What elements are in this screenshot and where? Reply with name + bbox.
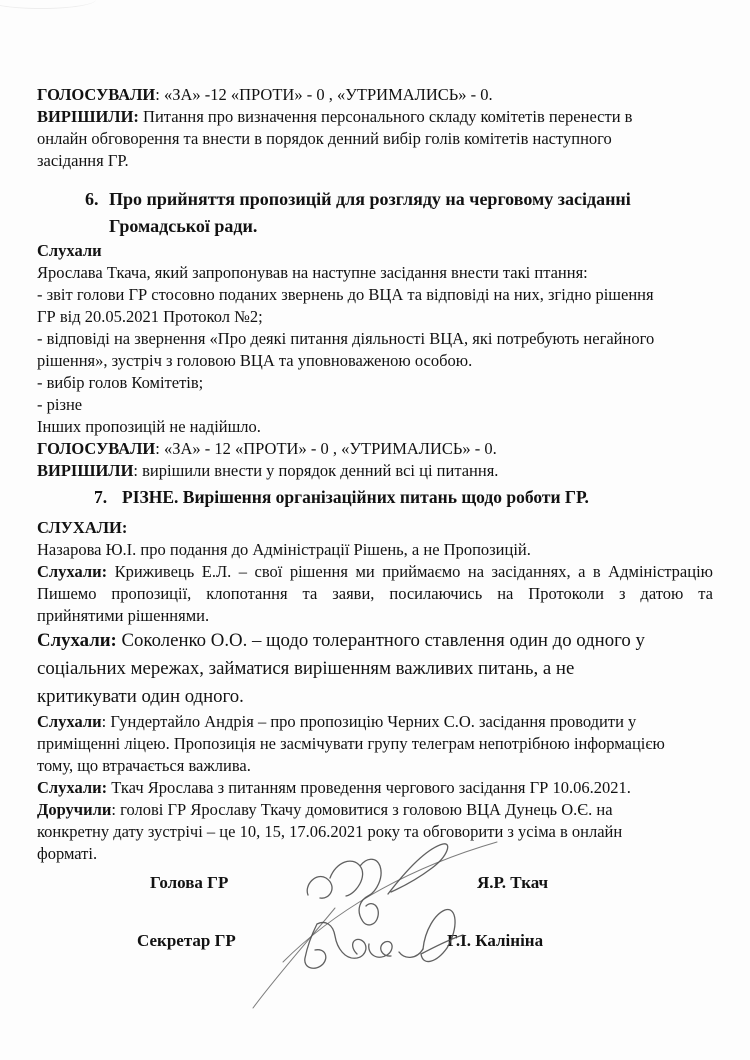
sokolenko-statement-line: Слухали: Соколенко О.О. – щодо толерантного ставлення один до одного у	[37, 630, 645, 651]
agenda-item-line: - вибір голов Комітетів;	[37, 373, 204, 392]
secretary-name: Г.І. Калініна	[447, 931, 544, 950]
assignment-cont-line: форматі.	[37, 844, 98, 863]
speaker-proposal-line: Ярослава Ткача, який запропонував на наступне засідання внести такі птання:	[37, 263, 588, 282]
section-6-title: Про прийняття пропозицій для розгляду на черговому засіданні	[109, 189, 631, 209]
chairman-signature-letters	[307, 859, 381, 925]
secretary-role-label: Секретар ГР	[137, 931, 236, 950]
agenda-item-cont-line: рішення», зустріч з головою ВЦА та уповноваженою особою.	[37, 351, 473, 370]
chairman-role-label: Голова ГР	[150, 873, 229, 892]
agenda-item-cont-line: ГР від 20.05.2021 Протокол №2;	[37, 307, 263, 326]
section-6-number: 6.	[85, 189, 99, 209]
decision-line: ВИРІШИЛИ: вирішили внести у порядок денний всі ці питання.	[37, 461, 499, 480]
secretary-signature-loop	[421, 910, 463, 962]
agenda-item-line: - різне	[37, 395, 83, 414]
decision-cont-line: засідання ГР.	[37, 151, 129, 170]
sokolenko-statement-cont-line: соціальних мережах, займатися вирішенням важливих питань, а не	[37, 658, 575, 679]
chairman-signature-loop	[388, 844, 448, 894]
handwritten-signatures	[235, 840, 515, 1020]
no-other-proposals-line: Інших пропозицій не надійшло.	[37, 417, 261, 436]
hundertailo-statement-cont-line: приміщенні ліцею. Пропозиція не засмічувати групу телеграм непотрібною інформацією	[37, 734, 665, 753]
heard-label-line: Слухали	[37, 241, 102, 260]
signature-block	[0, 835, 750, 1060]
tkach-statement-line: Слухали: Ткач Ярослава з питанням проведення чергового засідання ГР 10.06.2021.	[37, 778, 631, 797]
chairman-signature-stroke	[283, 842, 497, 962]
section-7-number: 7.	[94, 487, 108, 507]
hundertailo-statement-cont-line: тому, що втрачається важлива.	[37, 756, 251, 775]
hundertailo-statement-line: Слухали: Гундертайло Андрія – про пропозицію Черних С.О. засідання проводити у	[37, 712, 637, 731]
nazarov-statement-line: Назарова Ю.І. про подання до Адміністрації Рішень, а не Пропозицій.	[37, 540, 531, 559]
kryzhyvets-statement-cont-line: Пишемо пропозиції, клопотання та заяви, посилаючись на Протоколи з датою та	[37, 584, 713, 603]
assignment-line: Доручили: голові ГР Ярославу Ткачу домовитися з головою ВЦА Дунець О.Є. на	[37, 800, 613, 819]
assignment-cont-line: конкретну дату зустрічі – це 10, 15, 17.06.2021 року та обговорити з усіма в онлайн	[37, 822, 623, 841]
chairman-name: Я.Р. Ткач	[477, 873, 549, 892]
agenda-item-line: - відповіді на звернення «Про деякі питання діяльності ВЦА, які потребують негайного	[37, 329, 655, 348]
section-7-heading	[37, 484, 713, 511]
secretary-signature-letters	[305, 923, 423, 969]
decision-cont-line: онлайн обговорення та внести в порядок денний вибір голів комітетів наступного	[37, 129, 612, 148]
kryzhyvets-statement-line: Слухали: Криживець Е.Л. – свої рішення ми приймаємо на засіданнях, а в Адміністрацію	[37, 562, 713, 581]
decision-line: ВИРІШИЛИ: Питання про визначення персонального складу комітетів перенести в	[37, 107, 633, 126]
section-7-title: РІЗНЕ. Вирішення організаційних питань щодо роботи ГР.	[122, 487, 589, 507]
heard-caps-label-line: СЛУХАЛИ:	[37, 518, 128, 537]
vote-result-line: ГОЛОСУВАЛИ: «ЗА» -12 «ПРОТИ» - 0 , «УТРИМАЛИСЬ» - 0.	[37, 85, 493, 104]
section-7-body	[37, 517, 713, 865]
section-6-heading	[37, 186, 713, 213]
agenda-item-line: - звіт голови ГР стосовно поданих звернень до ВЦА та відповіді на них, згідно рішення	[37, 285, 654, 304]
section-6-heading-cont: Громадської ради.	[109, 216, 258, 236]
vote-result-line: ГОЛОСУВАЛИ: «ЗА» - 12 «ПРОТИ» - 0 , «УТРИМАЛИСЬ» - 0.	[37, 439, 497, 458]
sokolenko-statement-cont-line: критикувати один одного.	[37, 686, 244, 707]
kryzhyvets-statement-cont-line: прийнятими рішеннями.	[37, 606, 210, 625]
